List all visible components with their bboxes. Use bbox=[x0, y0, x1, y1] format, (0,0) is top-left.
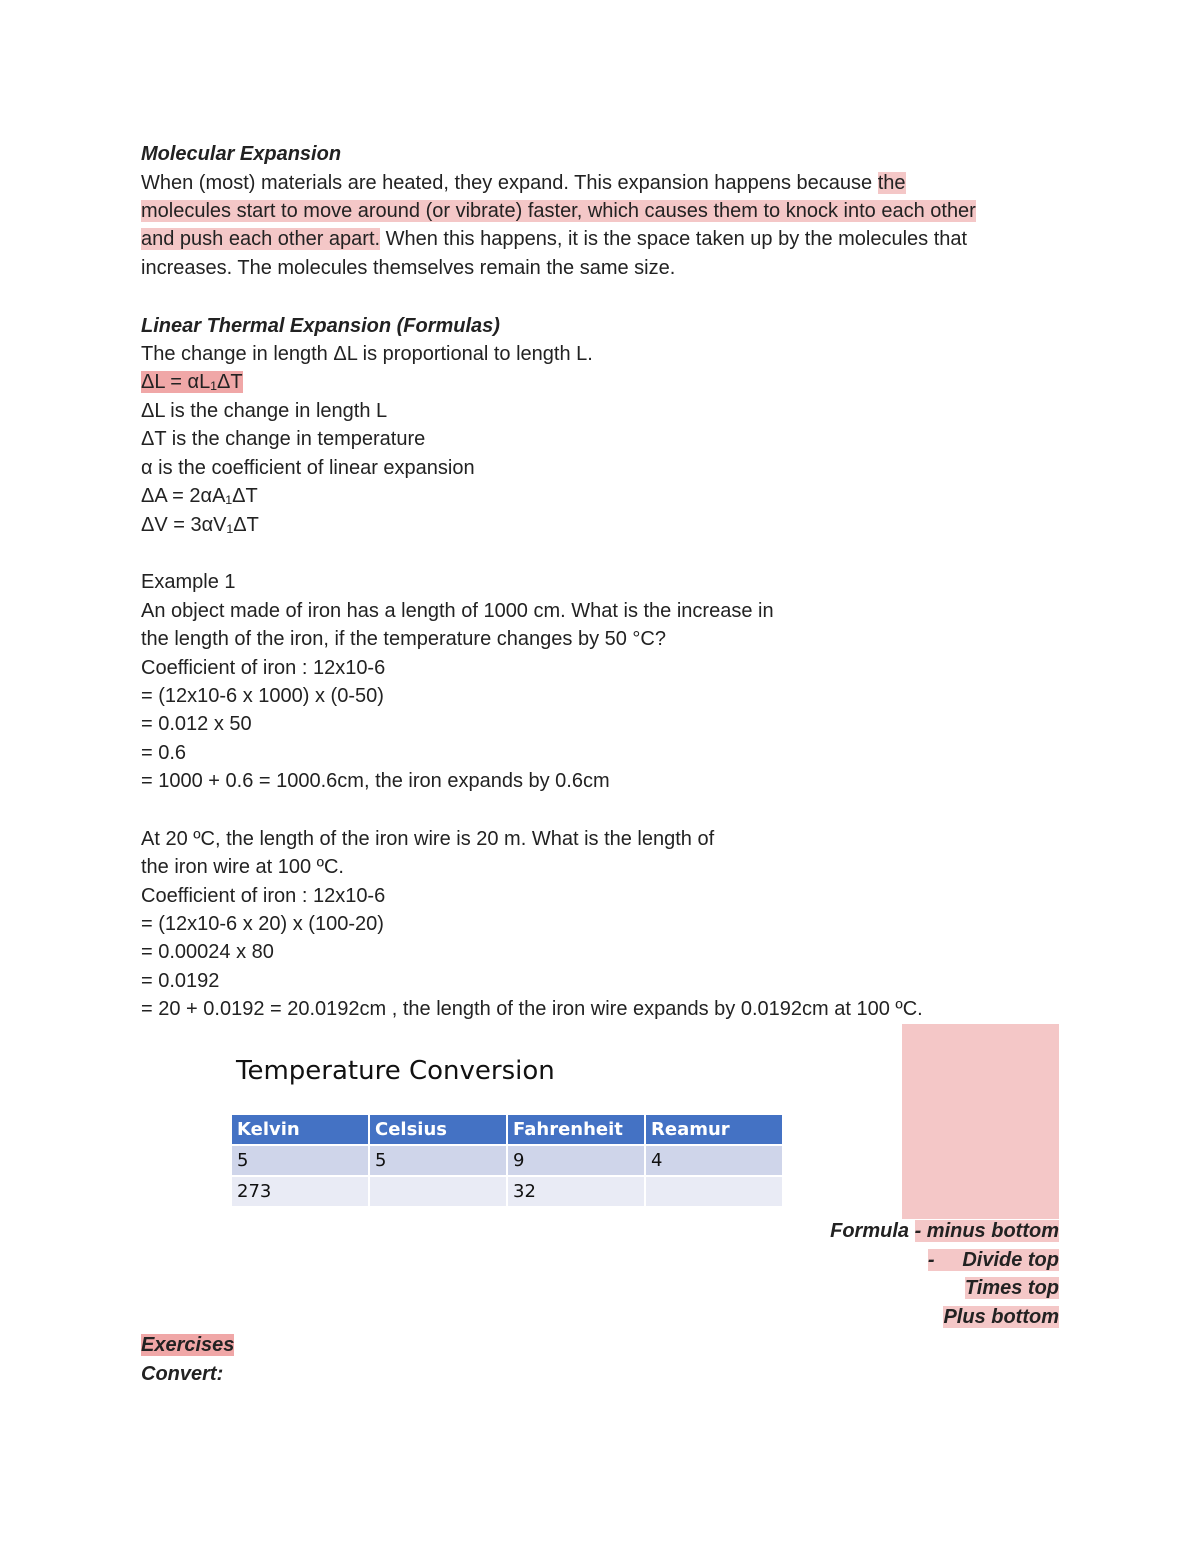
table-cell bbox=[645, 1176, 783, 1207]
header-kelvin: Kelvin bbox=[232, 1115, 369, 1145]
formula-notes-line-2 bbox=[928, 1246, 1059, 1274]
table-cell bbox=[369, 1176, 507, 1207]
table-cell: 32 bbox=[507, 1176, 645, 1207]
example-1-coefficient: Coefficient of iron : 12x10-6 bbox=[141, 657, 386, 679]
molecular-line-2 bbox=[141, 197, 976, 225]
definition-delta-t: ΔT is the change in temperature bbox=[141, 428, 426, 450]
molecular-line-4: increases. The molecules themselves remain the same size. bbox=[141, 257, 676, 279]
molecular-heading: Molecular Expansion bbox=[141, 143, 342, 165]
example-1-title: Example 1 bbox=[141, 571, 236, 593]
formula-label: Formula bbox=[830, 1220, 915, 1242]
main-formula: ΔL = αL₁ΔT bbox=[141, 371, 243, 393]
temperature-conversion-title: Temperature Conversion bbox=[236, 1056, 555, 1086]
table-cell: 5 bbox=[369, 1145, 507, 1176]
highlight-text: and push each other apart. bbox=[141, 228, 381, 250]
highlight-text: molecules start to move around (or vibrate) faster, which causes them to knock into each other bbox=[141, 200, 976, 222]
header-fahrenheit: Fahrenheit bbox=[507, 1115, 645, 1145]
formula-step-divide-top: - Divide top bbox=[927, 1249, 1059, 1271]
formula-notes-line-4 bbox=[943, 1303, 1059, 1331]
formula-notes-line-1 bbox=[830, 1217, 1059, 1245]
example-2-step-3: = 0.0192 bbox=[141, 970, 220, 992]
example-2-step-4: = 20 + 0.0192 = 20.0192cm , the length of the iron wire expands by 0.0192cm at 100 ºC. bbox=[141, 998, 923, 1020]
molecular-line-3 bbox=[141, 225, 967, 253]
formula-step-minus-bottom: - minus bottom bbox=[914, 1220, 1059, 1242]
exercises-heading-line bbox=[141, 1331, 234, 1359]
example-2-coefficient: Coefficient of iron : 12x10-6 bbox=[141, 885, 386, 907]
table-row bbox=[232, 1176, 783, 1207]
definition-alpha: α is the coefficient of linear expansion bbox=[141, 457, 475, 479]
table-header-row bbox=[232, 1115, 783, 1145]
header-reamur: Reamur bbox=[645, 1115, 783, 1145]
temperature-conversion-table bbox=[232, 1115, 784, 1208]
header-celsius: Celsius bbox=[369, 1115, 507, 1145]
linear-intro: The change in length ΔL is proportional to length L. bbox=[141, 343, 593, 365]
area-formula: ΔA = 2αA₁ΔT bbox=[141, 485, 258, 507]
example-2-question-line-2: the iron wire at 100 ºC. bbox=[141, 856, 344, 878]
table-cell: 273 bbox=[232, 1176, 369, 1207]
molecular-line-1-text: When (most) materials are heated, they expand. This expansion happens because bbox=[141, 172, 878, 194]
exercises-heading: Exercises bbox=[141, 1334, 235, 1356]
formula-step-times-top: Times top bbox=[964, 1277, 1059, 1299]
definition-delta-l: ΔL is the change in length L bbox=[141, 400, 388, 422]
formula-notes-line-3 bbox=[965, 1274, 1059, 1302]
example-2-step-1: = (12x10-6 x 20) x (100-20) bbox=[141, 913, 384, 935]
main-formula-line bbox=[141, 368, 243, 396]
example-1-step-3: = 0.6 bbox=[141, 742, 187, 764]
highlight-block bbox=[902, 1024, 1059, 1219]
highlight-text: the bbox=[877, 172, 906, 194]
example-1-step-2: = 0.012 x 50 bbox=[141, 713, 252, 735]
example-1-step-1: = (12x10-6 x 1000) x (0-50) bbox=[141, 685, 384, 707]
example-1-step-4: = 1000 + 0.6 = 1000.6cm, the iron expands by 0.6cm bbox=[141, 770, 610, 792]
example-1-question-line-2: the length of the iron, if the temperature changes by 50 °C? bbox=[141, 628, 666, 650]
table-cell: 5 bbox=[232, 1145, 369, 1176]
volume-formula: ΔV = 3αV₁ΔT bbox=[141, 514, 259, 536]
example-2-question-line-1: At 20 ºC, the length of the iron wire is 20 m. What is the length of bbox=[141, 828, 715, 850]
table-cell: 9 bbox=[507, 1145, 645, 1176]
example-2-step-2: = 0.00024 x 80 bbox=[141, 941, 274, 963]
example-1-question-line-1: An object made of iron has a length of 1000 cm. What is the increase in bbox=[141, 600, 774, 622]
table-row bbox=[232, 1145, 783, 1176]
formula-step-plus-bottom: Plus bottom bbox=[943, 1306, 1059, 1328]
convert-label: Convert: bbox=[141, 1363, 224, 1385]
molecular-line-3-text: When this happens, it is the space taken up by the molecules that bbox=[380, 228, 968, 250]
table-cell: 4 bbox=[645, 1145, 783, 1176]
linear-heading: Linear Thermal Expansion (Formulas) bbox=[141, 315, 500, 337]
molecular-line-1 bbox=[141, 169, 906, 197]
